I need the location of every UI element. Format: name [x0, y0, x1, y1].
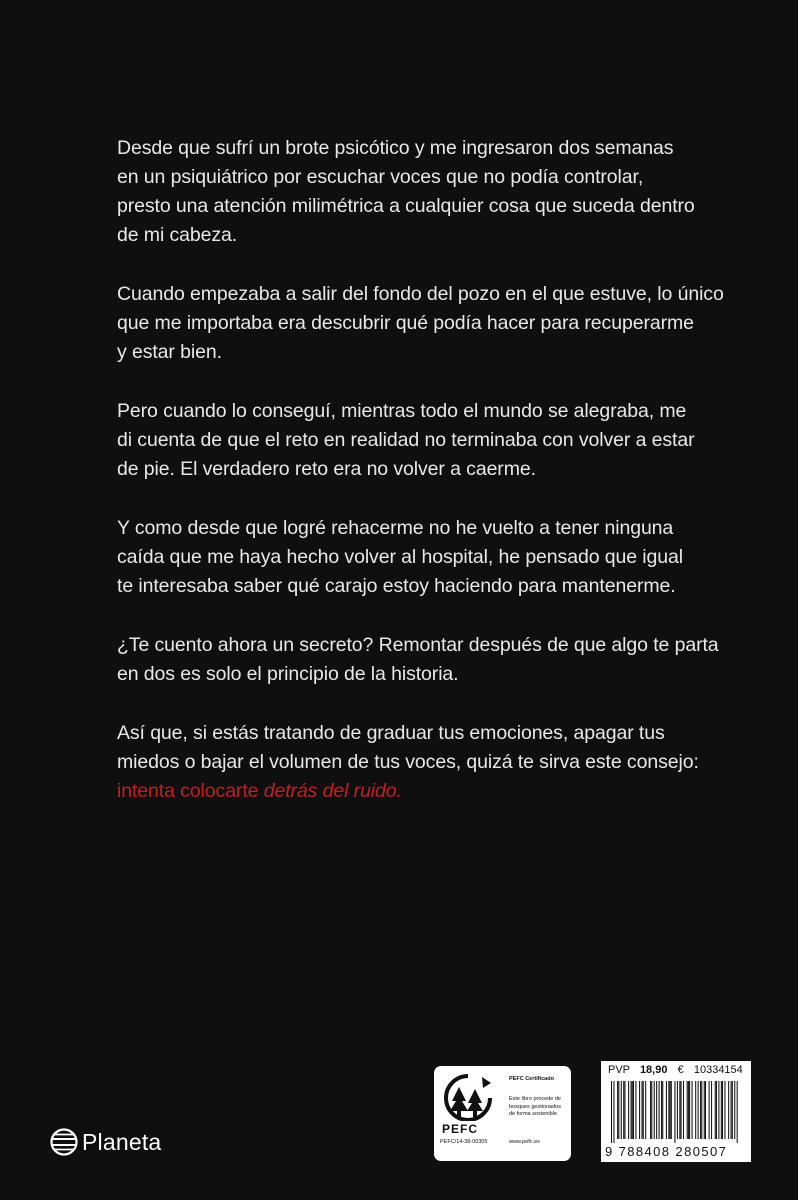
barcode-bar	[732, 1081, 733, 1139]
pefc-desc-line: Este libro procede de	[509, 1096, 561, 1102]
barcode-bar	[621, 1081, 622, 1139]
pefc-code: PEFC/14-38-00305	[440, 1139, 488, 1145]
barcode-bar	[722, 1081, 723, 1139]
barcode-bar	[728, 1081, 729, 1139]
barcode-bar	[718, 1081, 719, 1139]
text-line: di cuenta de que el reto en realidad no terminaba con volver a estar	[117, 429, 695, 451]
text-line: caída que me haya hecho volver al hospital, he pensado que igual	[117, 546, 684, 568]
back-cover-text	[117, 134, 757, 806]
barcode-bar	[661, 1081, 662, 1139]
barcode-bar	[700, 1081, 701, 1139]
barcode-bar	[631, 1081, 632, 1139]
paragraph	[117, 719, 757, 806]
barcode-bar	[670, 1081, 671, 1139]
pefc-description	[509, 1096, 567, 1119]
text-line: Y como desde que logré rehacerme no he vuelto a tener ninguna	[117, 517, 674, 539]
barcode-bar	[611, 1081, 612, 1143]
text-line: ¿Te cuento ahora un secreto? Remontar después de que algo te parta	[117, 634, 719, 656]
barcode-bar	[674, 1081, 675, 1143]
price-currency: €	[677, 1064, 684, 1076]
tagline-italic: detrás del ruido.	[263, 780, 402, 802]
text-line: en dos es solo el principio de la historia.	[117, 663, 459, 685]
publisher-logo	[50, 1128, 161, 1156]
paragraph	[117, 514, 757, 601]
barcode-bar	[654, 1081, 655, 1139]
barcode-bar	[656, 1081, 657, 1139]
barcode-bar	[709, 1081, 710, 1139]
barcode-bar	[695, 1081, 696, 1139]
pefc-title: PEFC Certificado	[509, 1076, 554, 1082]
price-code: 10334154	[693, 1064, 743, 1076]
barcode-bar	[650, 1081, 651, 1139]
paragraph	[117, 134, 757, 250]
barcode-bar	[618, 1081, 619, 1139]
barcode-bar	[734, 1081, 735, 1139]
text-line: Pero cuando lo conseguí, mientras todo el mundo se alegraba, me	[117, 400, 687, 422]
barcode-bar	[642, 1081, 643, 1139]
barcode-bar	[701, 1081, 702, 1139]
text-line: Desde que sufrí un brote psicótico y me ingresaron dos semanas	[117, 137, 674, 159]
barcode-bar	[668, 1081, 669, 1139]
barcode-bar	[737, 1081, 738, 1143]
text-line: de pie. El verdadero reto era no volver a caerme.	[117, 458, 536, 480]
tagline	[117, 777, 757, 806]
publisher-name: Planeta	[82, 1128, 162, 1155]
text-line: miedos o bajar el volumen de tus voces, quizá te sirva este consejo:	[117, 751, 699, 773]
barcode-bar	[677, 1081, 678, 1139]
price-line	[608, 1064, 743, 1076]
planeta-globe-icon	[50, 1128, 78, 1156]
barcode-bar	[705, 1081, 706, 1139]
barcode-bar	[635, 1081, 636, 1139]
text-line: te interesaba saber qué carajo estoy haciendo para mantenerme.	[117, 575, 676, 597]
barcode-bar	[617, 1081, 618, 1139]
barcode-bar	[628, 1081, 629, 1139]
tagline-plain: intenta colocarte	[117, 780, 264, 802]
barcode-bar	[683, 1081, 684, 1139]
barcode-bar	[659, 1081, 660, 1139]
barcode-bar	[643, 1081, 644, 1139]
barcode-panel	[601, 1061, 751, 1162]
barcode-bar	[721, 1081, 722, 1139]
barcode-bar	[731, 1081, 732, 1139]
barcode-bar	[688, 1081, 689, 1139]
barcode-bar	[692, 1081, 693, 1139]
barcode-bar	[689, 1081, 690, 1139]
barcode-bar	[633, 1081, 634, 1139]
barcode-bar	[662, 1081, 663, 1139]
barcode-bar	[624, 1081, 625, 1139]
text-line: que me importaba era descubrir qué podía hacer para recuperarme	[117, 312, 694, 334]
text-line: Cuando empezaba a salir del fondo del pozo en el que estuve, lo único	[117, 283, 724, 305]
barcode-bar	[679, 1081, 680, 1139]
barcode-bar	[711, 1081, 712, 1139]
pefc-url: www.pefc.es	[509, 1139, 540, 1145]
barcode-bar	[632, 1081, 633, 1139]
text-line: presto una atención milimétrica a cualquier cosa que suceda dentro	[117, 195, 695, 217]
barcode-bar	[613, 1081, 614, 1143]
pefc-tree-emblem-icon	[442, 1073, 494, 1121]
isbn-barcode	[609, 1081, 743, 1143]
barcode-bar	[639, 1081, 640, 1139]
paragraph	[117, 397, 757, 484]
text-line: Así que, si estás tratando de graduar tus emociones, apagar tus	[117, 722, 665, 744]
pefc-desc-line: bosques gestionados	[509, 1103, 561, 1110]
barcode-bar	[651, 1081, 652, 1139]
barcode-bar	[698, 1081, 699, 1139]
paragraph	[117, 280, 757, 367]
barcode-bar	[687, 1081, 688, 1139]
barcode-bar	[704, 1081, 705, 1139]
barcode-bar	[715, 1081, 716, 1139]
isbn-digits: 9 788408 280507	[605, 1144, 728, 1159]
barcode-bar	[623, 1081, 624, 1139]
pefc-logo-text: PEFC	[442, 1122, 479, 1136]
text-line: de mi cabeza.	[117, 224, 238, 246]
text-line: y estar bien.	[117, 341, 222, 363]
price-amount: 18,90	[639, 1064, 668, 1076]
barcode-bar	[666, 1081, 667, 1139]
barcode-bar	[645, 1081, 646, 1139]
barcode-bar	[724, 1081, 725, 1139]
barcode-bar	[716, 1081, 717, 1139]
price-label: PVP	[608, 1064, 630, 1076]
paragraph	[117, 631, 757, 689]
pefc-certification-label	[434, 1066, 571, 1161]
pefc-desc-line: de forma sostenible	[509, 1111, 557, 1117]
barcode-bar	[681, 1081, 682, 1139]
text-line: en un psiquiátrico por escuchar voces que no podía controlar,	[117, 166, 644, 188]
barcode-bar	[671, 1081, 672, 1139]
